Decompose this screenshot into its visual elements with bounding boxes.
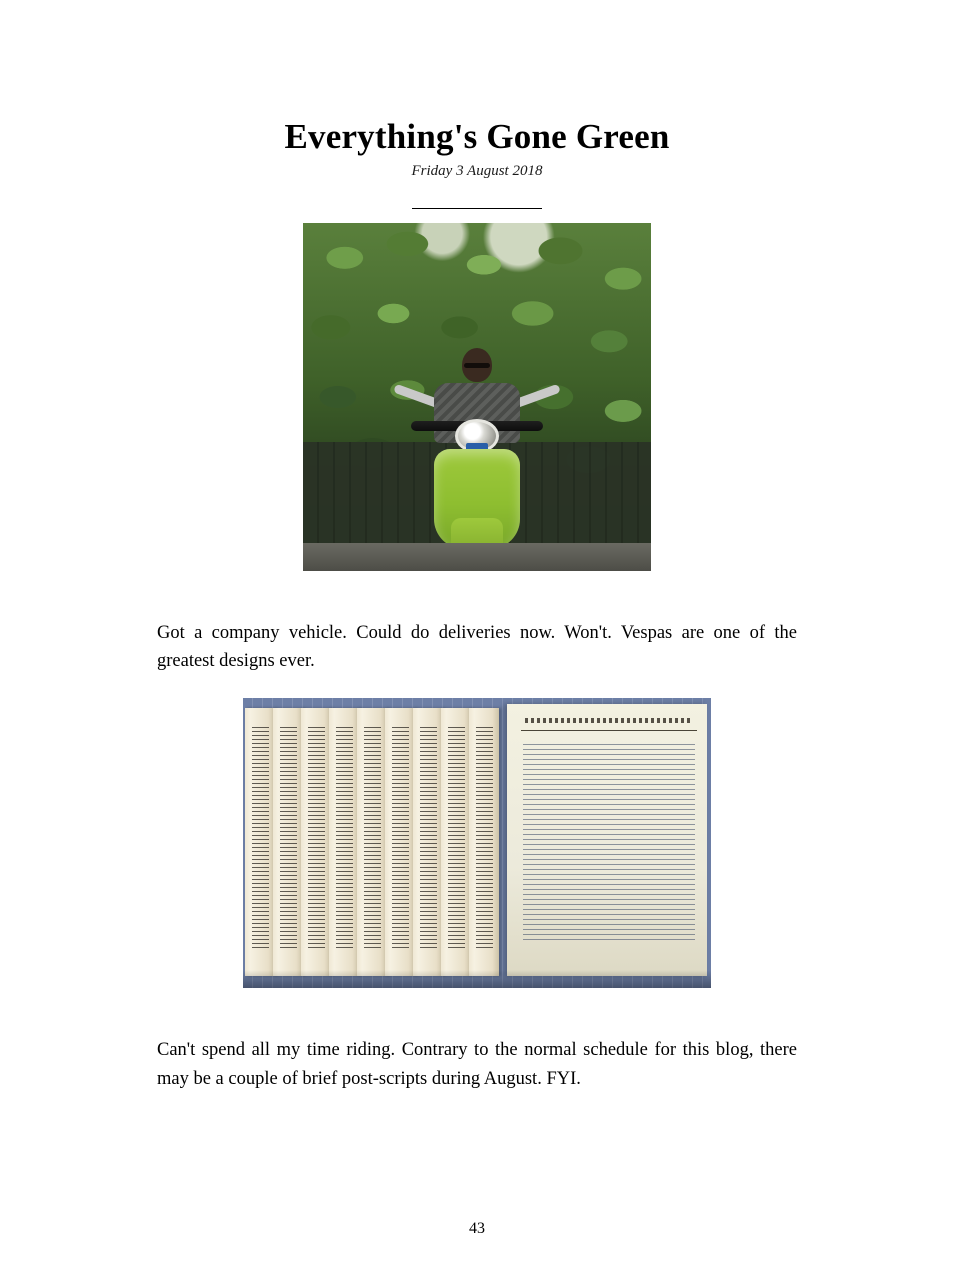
manuscript-leaf	[385, 708, 415, 976]
page-number: 43	[469, 1220, 485, 1237]
photo-shadow	[243, 970, 711, 988]
photo-manuscript	[243, 698, 711, 988]
ground	[303, 543, 651, 571]
manuscript-leaf	[273, 708, 303, 976]
manuscript-rule	[521, 730, 697, 731]
manuscript-heading-line	[525, 718, 693, 723]
figure-scooter	[303, 223, 651, 571]
title-divider	[412, 208, 542, 209]
manuscript-leaf	[413, 708, 443, 976]
manuscript-leaf	[357, 708, 387, 976]
manuscript-stack	[245, 708, 513, 976]
paragraph-2: Can't spend all my time riding. Contrary to the normal schedule for this blog, there may be a couple of brief post-scripts during August. FYI.	[157, 1039, 797, 1089]
page-title: Everything's Gone Green	[284, 117, 670, 156]
manuscript-leaf	[245, 708, 275, 976]
figure-manuscript	[243, 698, 711, 988]
photo-scooter	[303, 223, 651, 571]
manuscript-open-page	[507, 704, 707, 976]
manuscript-leaf	[469, 708, 499, 976]
sunglasses	[464, 363, 490, 368]
manuscript-leaf	[301, 708, 331, 976]
paragraph-1: Got a company vehicle. Could do deliveries now. Won't. Vespas are one of the greatest designs ever.	[157, 622, 797, 672]
manuscript-leaf	[329, 708, 359, 976]
manuscript-leaf	[441, 708, 471, 976]
manuscript-text-lines	[523, 744, 695, 940]
page-date: Friday 3 August 2018	[411, 162, 543, 179]
